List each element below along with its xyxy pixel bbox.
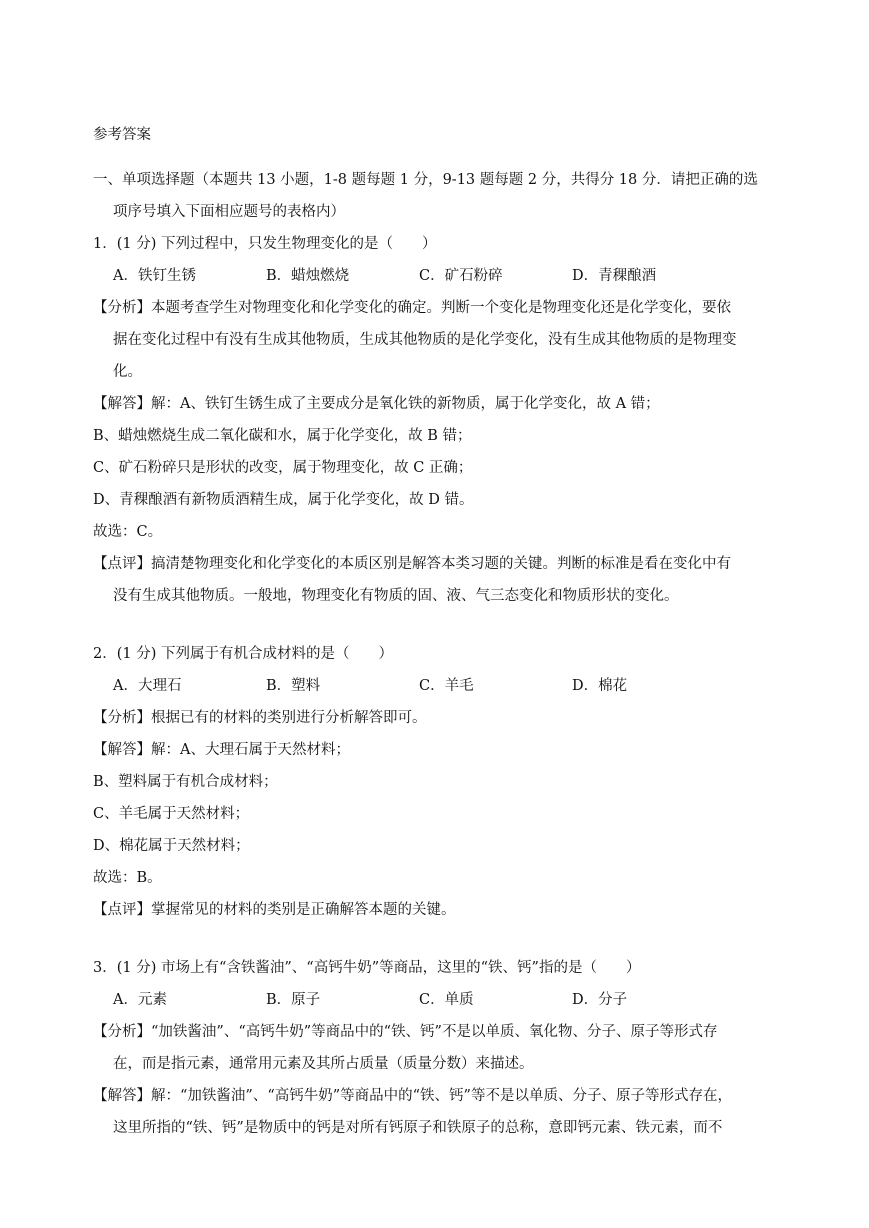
- option-b: B．蜡烛燃烧: [266, 268, 350, 284]
- answer-document: [93, 120, 783, 1144]
- comment-line: 【点评】掌握常见的材料的类别是正确解答本题的关键。: [93, 902, 456, 918]
- comment-line: 【点评】搞清楚物理变化和化学变化的本质区别是解答本类习题的关键。判断的标准是看在变化中有: [93, 556, 731, 572]
- answer-choice: 故选：B。: [93, 870, 162, 886]
- question-options: [93, 984, 783, 1016]
- question-stem: 1．(1 分) 下列过程中，只发生物理变化的是（ ）: [93, 236, 437, 252]
- question-options: [93, 260, 783, 292]
- analysis-line: 【分析】“加铁酱油”、“高钙牛奶”等商品中的“铁、钙”不是以单质、氧化物、分子、原子等形式存: [93, 1024, 718, 1040]
- option-a: A．铁钉生锈: [113, 268, 196, 284]
- option-d: D．青稞酿酒: [572, 268, 657, 284]
- option-d: D．分子: [572, 992, 628, 1008]
- option-c: C．矿石粉碎: [419, 268, 503, 284]
- answer-line: 【解答】解：A、大理石属于天然材料；: [93, 742, 350, 758]
- option-d: D．棉花: [572, 678, 628, 694]
- section-heading-line-1: 一、单项选择题（本题共 13 小题，1-8 题每题 1 分，9-13 题每题 2 分，共得分 18 分．请把正确的选: [93, 172, 758, 188]
- page-title: 参考答案: [93, 127, 151, 143]
- answer-line: 【解答】解：“加铁酱油”、“高钙牛奶”等商品中的“铁、钙”等不是以单质、分子、原子等形式存在，: [93, 1088, 732, 1104]
- comment-line: 没有生成其他物质。一般地，物理变化有物质的固、液、气三态变化和物质形状的变化。: [113, 588, 679, 604]
- analysis-line: 【分析】本题考查学生对物理变化和化学变化的确定。判断一个变化是物理变化还是化学变化，要依: [93, 300, 731, 316]
- question-2: [93, 638, 783, 926]
- section-heading-line-2: 项序号填入下面相应题号的表格内）: [113, 204, 345, 220]
- option-b: B．塑料: [266, 678, 321, 694]
- answer-choice: 故选：C。: [93, 524, 163, 540]
- analysis-line: 化。: [113, 364, 142, 380]
- option-a: A．大理石: [113, 678, 182, 694]
- answer-line: C、羊毛属于天然材料；: [93, 806, 250, 822]
- answer-line: 【解答】解：A、铁钉生锈生成了主要成分是氧化铁的新物质，属于化学变化，故 A 错；: [93, 396, 660, 412]
- option-a: A．元素: [113, 992, 167, 1008]
- analysis-line: 在，而是指元素，通常用元素及其所占质量（质量分数）来描述。: [113, 1056, 534, 1072]
- option-c: C．单质: [419, 992, 474, 1008]
- analysis-line: 【分析】根据已有的材料的类别进行分析解答即可。: [93, 710, 427, 726]
- answer-line: C、矿石粉碎只是形状的改变，属于物理变化，故 C 正确；: [93, 460, 473, 476]
- question-stem: 3．(1 分) 市场上有“含铁酱油”、“高钙牛奶”等商品，这里的“铁、钙”指的是（ ）: [93, 960, 641, 976]
- answer-line: 这里所指的“铁、钙”是物质中的钙是对所有钙原子和铁原子的总称，意即钙元素、铁元素，而不: [113, 1120, 723, 1136]
- question-3: [93, 952, 783, 1144]
- answer-line: D、棉花属于天然材料；: [93, 838, 250, 854]
- question-options: [93, 670, 783, 702]
- question-1: [93, 228, 783, 612]
- analysis-line: 据在变化过程中有没有生成其他物质，生成其他物质的是化学变化，没有生成其他物质的是物理变: [113, 332, 737, 348]
- option-c: C．羊毛: [419, 678, 474, 694]
- question-stem: 2．(1 分) 下列属于有机合成材料的是（ ）: [93, 646, 393, 662]
- answer-line: B、塑料属于有机合成材料；: [93, 774, 278, 790]
- option-b: B．原子: [266, 992, 321, 1008]
- answer-line: D、青稞酿酒有新物质酒精生成，属于化学变化，故 D 错。: [93, 492, 474, 508]
- answer-line: B、蜡烛燃烧生成二氧化碳和水，属于化学变化，故 B 错；: [93, 428, 472, 444]
